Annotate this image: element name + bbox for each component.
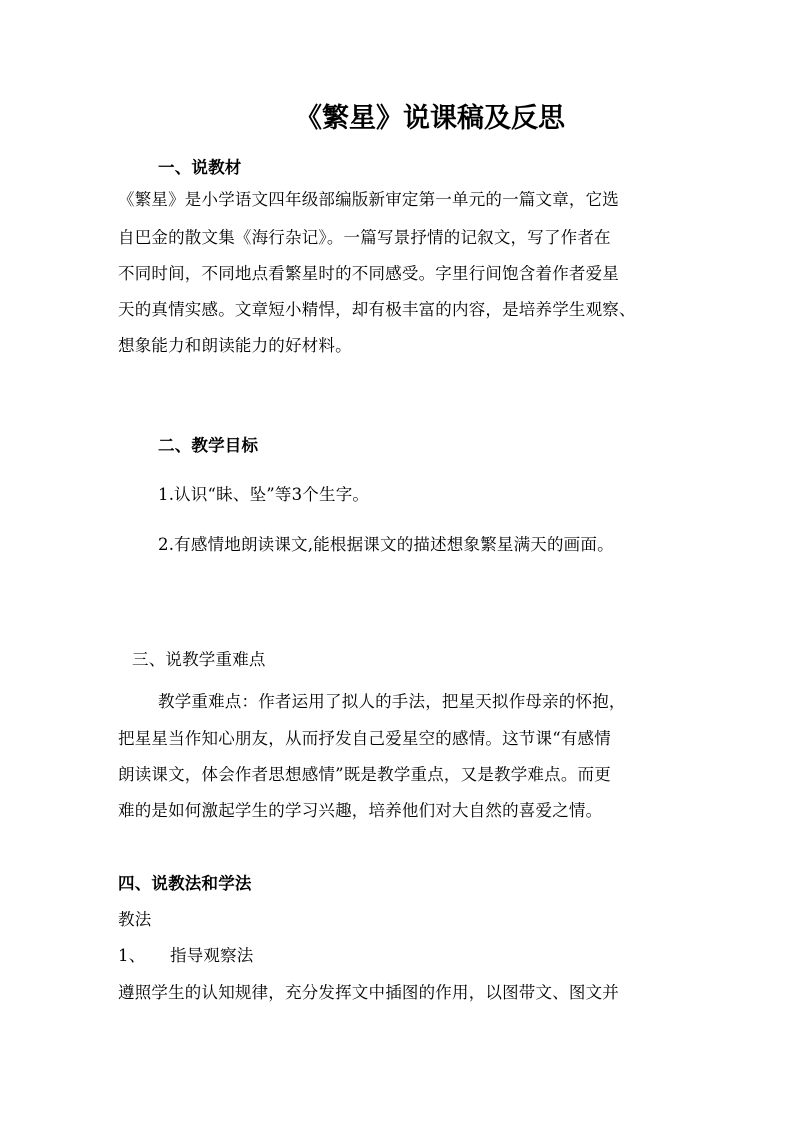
paragraph-line: 把星星当作知心朋友，从而抒发自己爱星空的感情。这节课“有感情 <box>118 729 611 748</box>
list-item-label: 指导观察法 <box>170 946 254 965</box>
paragraph-line: 自巴金的散文集《海行杂记》。一篇写景抒情的记叙文，写了作者在 <box>118 228 611 247</box>
section-heading-methods: 四、说教法和学法 <box>118 874 252 893</box>
paragraph-line: 天的真情实感。文章短小精悍，却有极丰富的内容，是培养学生观察、 <box>118 300 636 319</box>
section-heading-objectives: 二、教学目标 <box>158 436 259 455</box>
objective-item: 1.认识“眛、坠”等3个生字。 <box>158 485 370 504</box>
list-item-number: 1、 <box>118 946 146 965</box>
paragraph-line: 想象能力和朗读能力的好材料。 <box>118 336 352 355</box>
paragraph-line: 教学重难点：作者运用了拟人的手法，把星天拟作母亲的怀抱， <box>158 692 626 711</box>
subheading-teaching-method: 教法 <box>118 910 152 929</box>
paragraph-line: 不同时间，不同地点看繁星时的不同感受。字里行间饱含着作者爱星 <box>118 264 619 283</box>
section-heading-key-points: 三、说教学重难点 <box>132 650 266 669</box>
section-heading-textbook: 一、说教材 <box>158 158 242 177</box>
paragraph-line: 遵照学生的认知规律，充分发挥文中插图的作用，以图带文、图文并 <box>118 983 619 1002</box>
paragraph-line: 《繁星》是小学语文四年级部编版新审定第一单元的一篇文章，它选 <box>118 190 619 209</box>
paragraph-line: 难的是如何激起学生的学习兴趣，培养他们对大自然的喜爱之情。 <box>118 801 603 820</box>
paragraph-line: 朗读课文，体会作者思想感情”既是教学重点，又是教学难点。而更 <box>118 765 611 784</box>
objective-item: 2.有感情地朗读课文,能根据课文的描述想象繁星满天的画面。 <box>158 535 614 554</box>
document-title: 《繁星》说课稿及反思 <box>295 103 565 134</box>
